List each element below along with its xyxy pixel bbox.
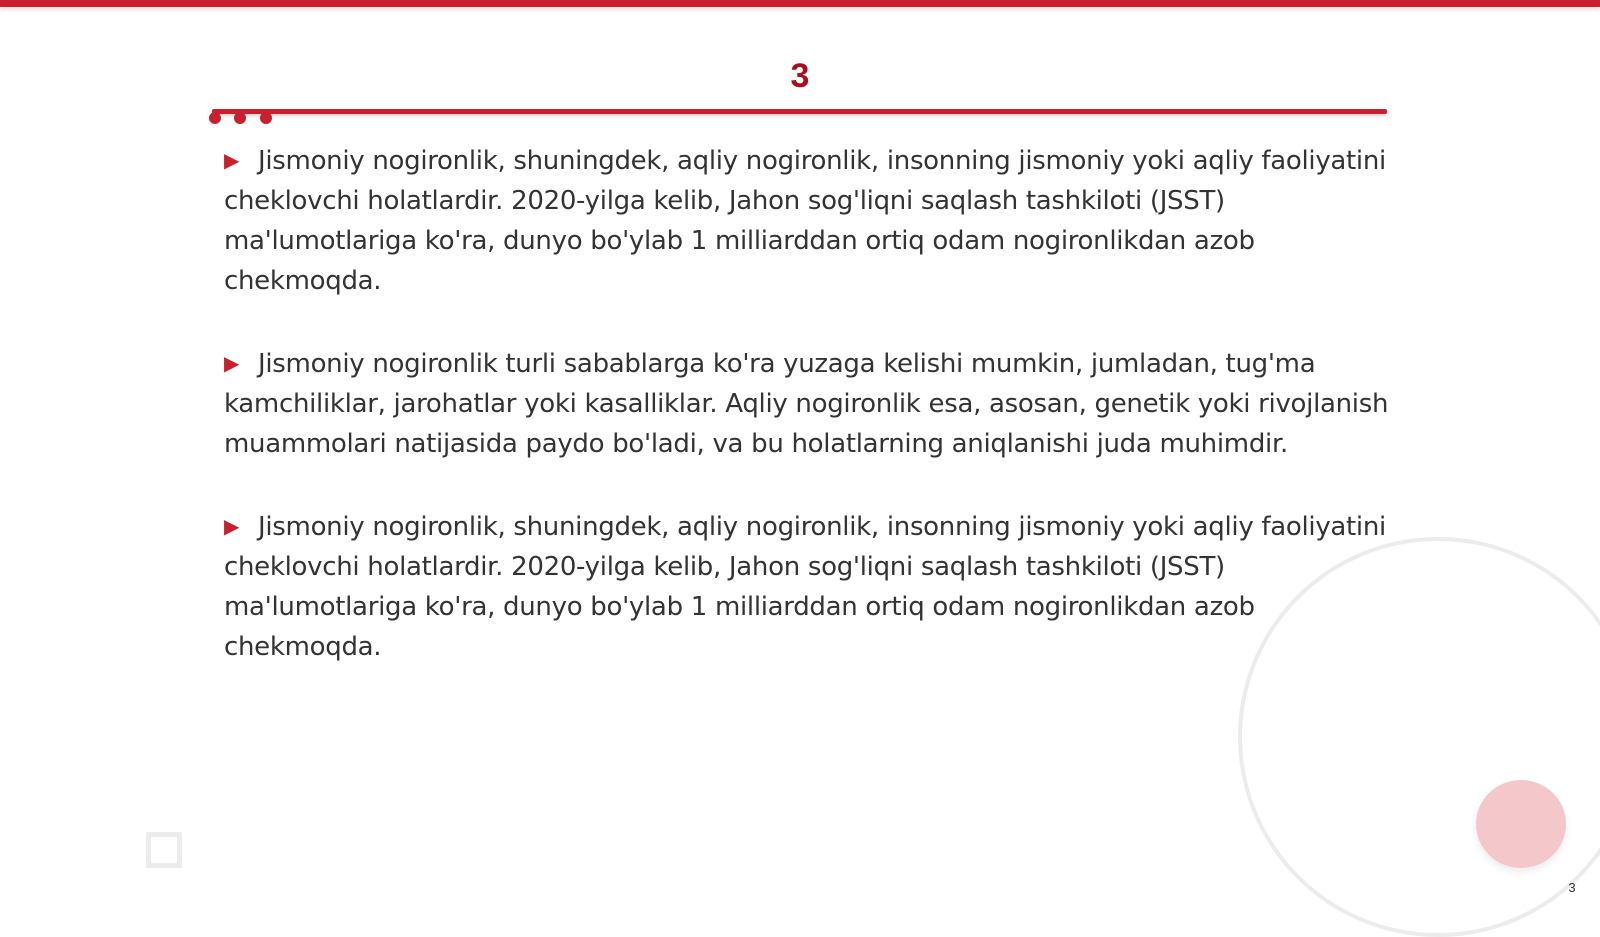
divider-dot [260,112,272,124]
bullet-text: Jismoniy nogironlik, shuningdek, aqliy nogironlik, insonning jismoniy yoki aqliy faoliyatini cheklovchi holatlardir. 2020-yilga kelib, Jahon sog'liqni saqlash tashkiloti (JSST) ma'lumotlariga ko'ra, dunyo bo'ylab 1 milliarddan ortiq odam nogironlikdan azob chekmoqda. [224,146,1386,296]
bullet-text: Jismoniy nogironlik turli sabablarga ko'ra yuzaga kelishi mumkin, jumladan, tug'ma kamchiliklar, jarohatlar yoki kasalliklar. Aqliy nogironlik esa, asosan, genetik yoki rivojlanish muammolari natijasida paydo bo'ladi, va bu holatlarning aniqlanishi juda muhimdir. [224,349,1389,459]
triangle-right-icon: ▶ [224,351,240,375]
slide-body [224,140,1389,709]
title-divider [212,109,1387,114]
slide-title: 3 [790,57,810,95]
page-number: 3 [1568,880,1576,895]
divider-dot [234,112,246,124]
top-accent-bar [0,0,1600,7]
bullet-paragraph [224,140,1389,301]
divider-dot [209,112,221,124]
bullet-text: Jismoniy nogironlik, shuningdek, aqliy nogironlik, insonning jismoniy yoki aqliy faoliyatini cheklovchi holatlardir. 2020-yilga kelib, Jahon sog'liqni saqlash tashkiloti (JSST) ma'lumotlariga ko'ra, dunyo bo'ylab 1 milliarddan ortiq odam nogironlikdan azob chekmoqda. [224,512,1386,662]
decorative-circle [1476,780,1566,868]
bullet-paragraph [224,343,1389,464]
triangle-right-icon: ▶ [224,514,240,538]
decorative-square [146,832,182,868]
triangle-right-icon: ▶ [224,148,240,172]
bullet-paragraph [224,506,1389,667]
